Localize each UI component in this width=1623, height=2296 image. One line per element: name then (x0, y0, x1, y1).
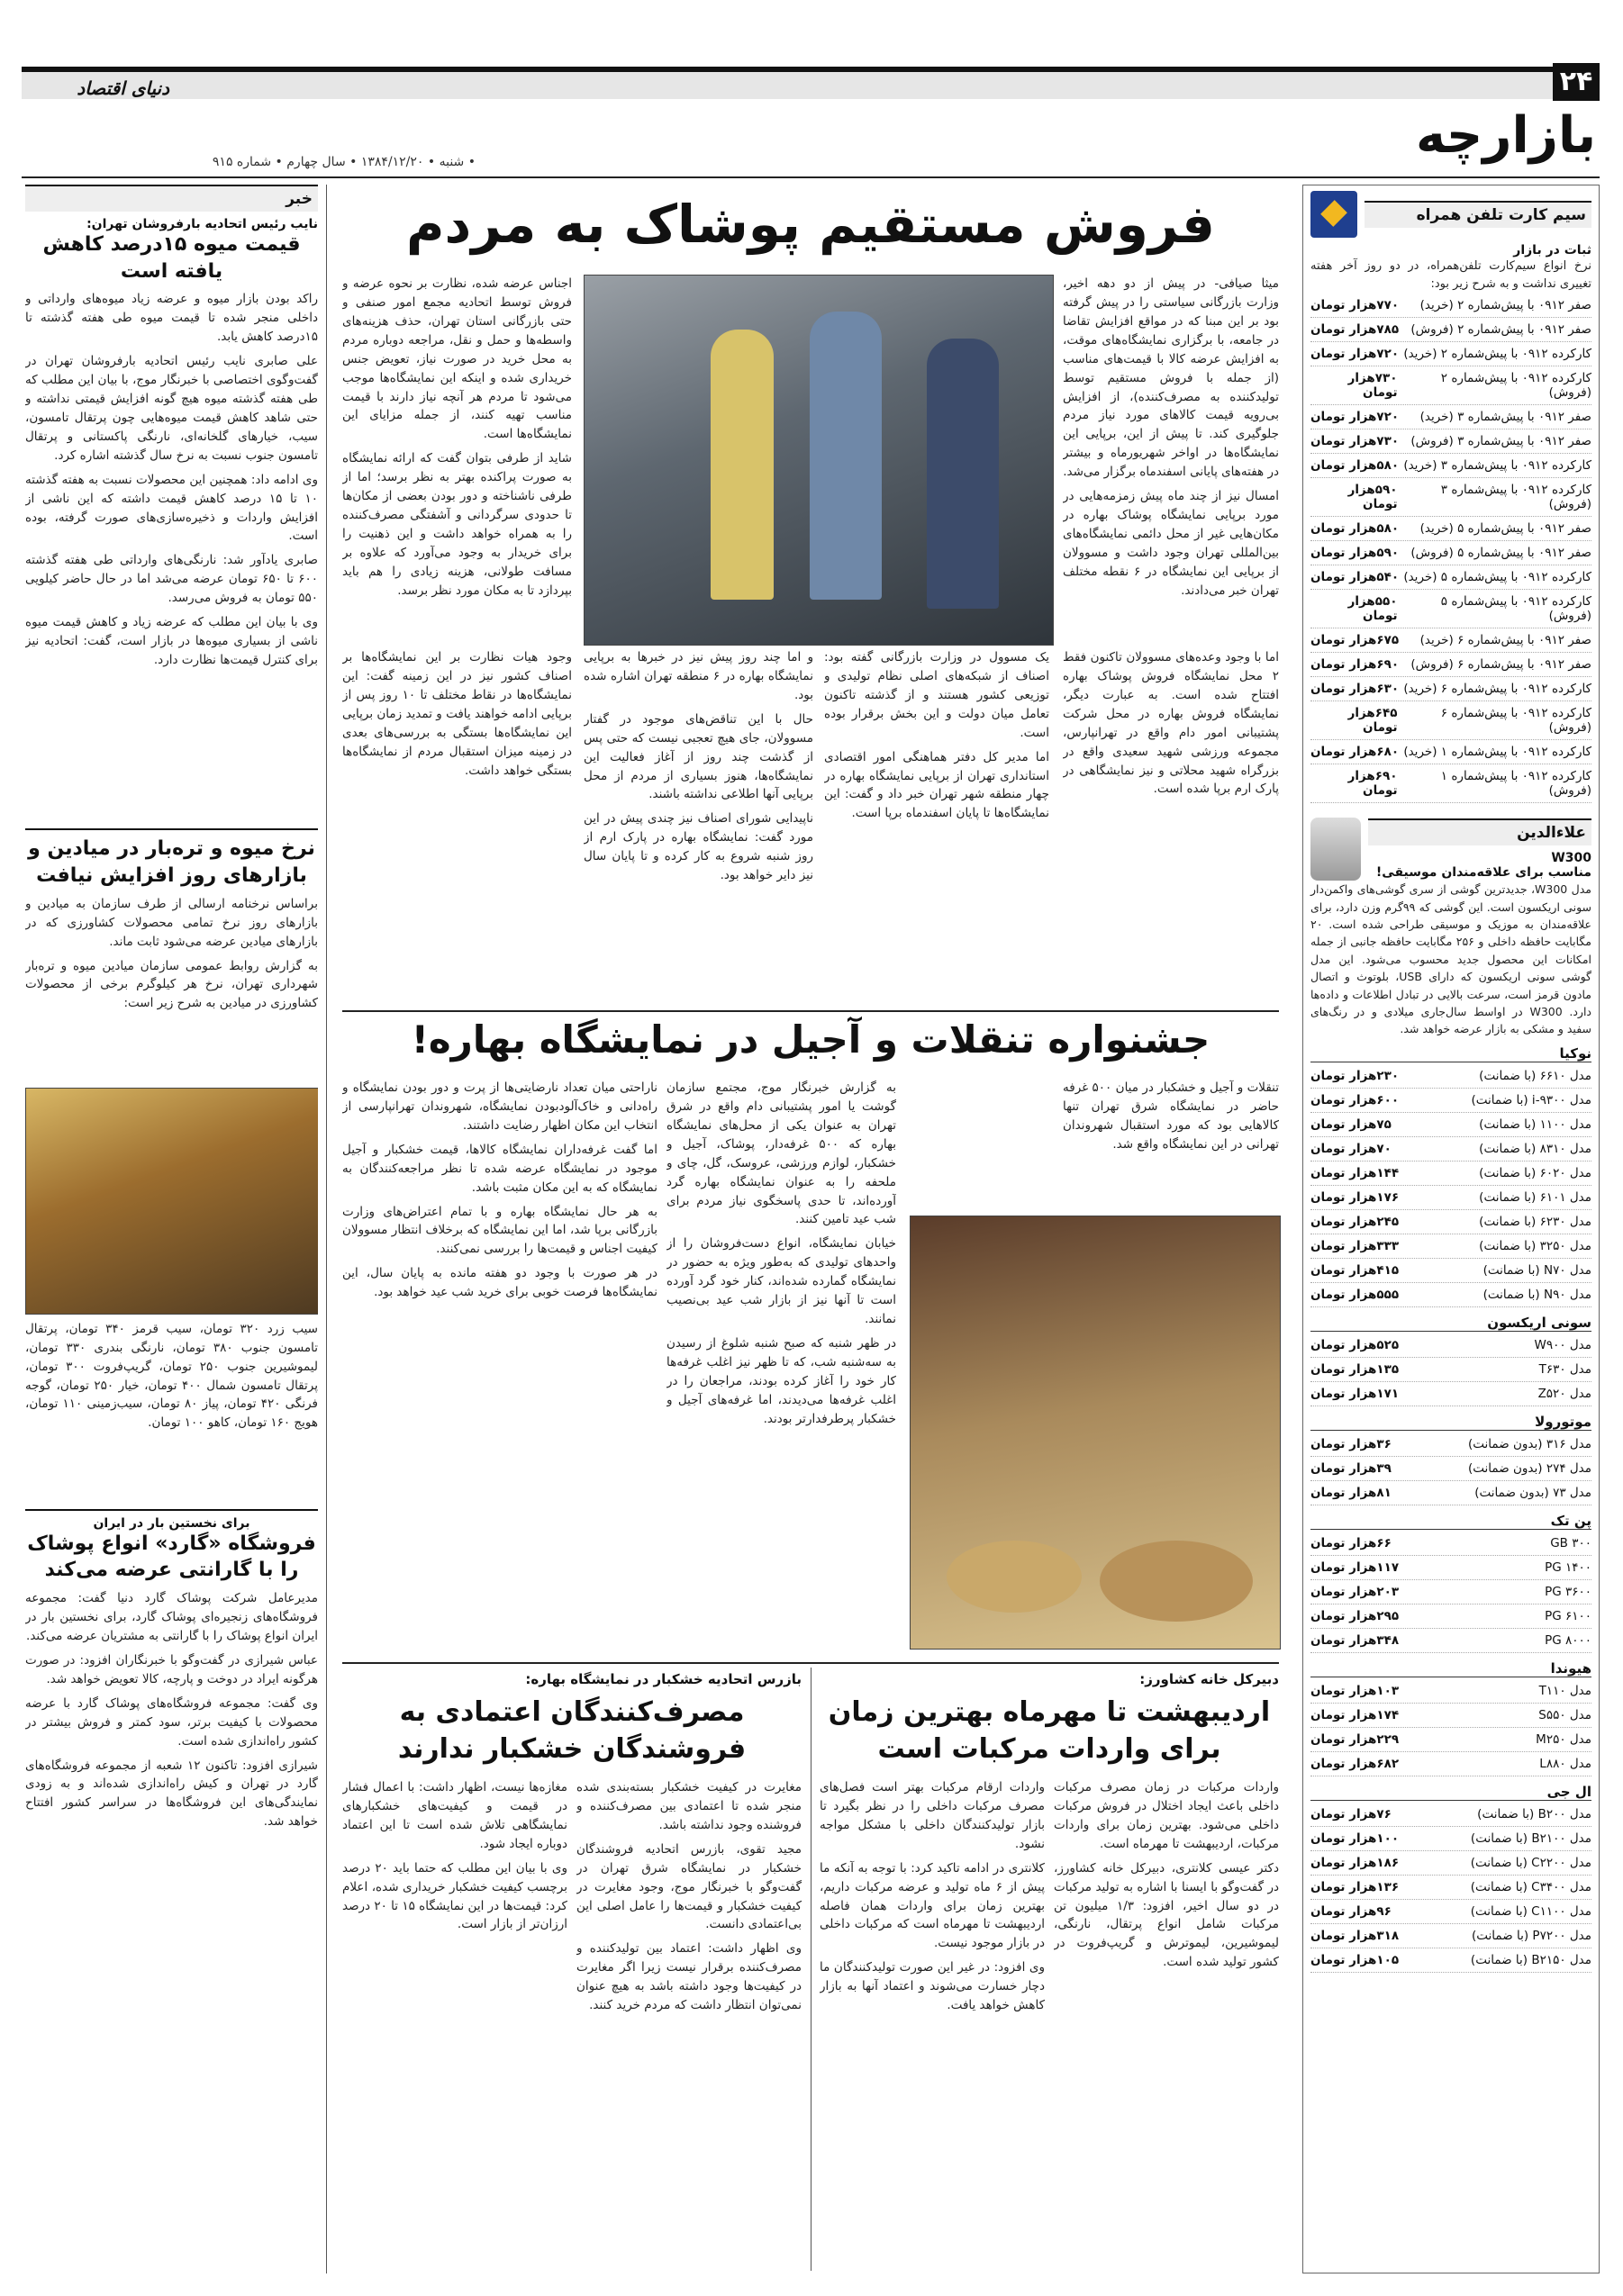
phone-price-row (1310, 1679, 1591, 1704)
sim-row-price: ۶۹۰هزار تومان (1347, 769, 1398, 799)
phone-model-name: مدل C۳۴۰۰ (با ضمانت) (1470, 1879, 1591, 1894)
main-paragraph: شاید از طرفی بتوان گفت که ارائه نمایشگاه به صورت پراکنده بهتر به نظر برسد؛ اما از طرفی ناشناخته و دور بودن بعضی از مکان‌ها تا حدودی سرگردانی و آشفتگی مصرف‌کننده را به همراه خواهد داشت و این ذهنیت را برای خریدار به وجود می‌آورد که علاوه بر مسافت طولانی، هزینه زیادی را هم باید بپردازد تا به مکان مورد نظر برسد. (342, 451, 572, 598)
left-column-divider (326, 185, 327, 2273)
phone-model-price: ۶۶هزار تومان (1310, 1535, 1392, 1550)
phone-model-name: مدل ۸۳۱۰ (با ضمانت) (1479, 1141, 1591, 1156)
phone-model-name: مدل ۳۲۵۰ (با ضمانت) (1479, 1238, 1591, 1253)
main-paragraph: اجناس عرضه شده، نظارت بر نحوه عرضه و فروش توسط اتحادیه مجمع امور صنفی و حتی بازرگانی استان تهران، حذف هزینه‌های واسطه‌ها و حمل و نقل، مراجعه دوباره مردم به محل خرید در صورت نیاز، تعویض جنس خریداری شده و اینکه این نمایشگاه‌ها موجب می‌شود تا مردم هر آنچه نیاز دارند با قیمت مناسب تهیه کنند، از جمله مزایای این نمایشگاه‌ها است. (342, 276, 572, 442)
phone-price-row (1310, 1704, 1591, 1728)
phone-price-row (1310, 1382, 1591, 1406)
sim-price-list (1310, 294, 1591, 803)
phone-model-price: ۵۲۵هزار تومان (1310, 1337, 1400, 1352)
bottom-mid-paragraph: مجید تقوی، بازرس اتحادیه فروشندگان خشکبار در نمایشگاه شرق تهران در گفت‌وگو با خبرنگار موج، وجود مغایرت در کیفیت خشکبار و قیمت‌ها را عامل اصلی این بی‌اعتمادی دانست. (576, 1841, 802, 1932)
phone-model-name: مدل ۳۱۶ (بدون ضمانت) (1468, 1436, 1591, 1451)
phone-price-row (1310, 1358, 1591, 1382)
phone-model-name: مدل B۲۰۰ (با ضمانت) (1477, 1806, 1591, 1821)
phone-icon (1310, 818, 1361, 881)
second-col-2 (666, 1079, 896, 1655)
phone-model-name: مدل ۷۳ (بدون ضمانت) (1474, 1485, 1591, 1500)
main-paragraph: وجود هیات نظارت بر این نمایشگاه‌ها بر اصناف کشور نیز در این زمینه گفت: این نمایشگاه‌ها در نقاط مختلف تا ۱۰ روز پس از برپایی ادامه خواهند یافت و تمدید زمان برپایی این نمایشگاه‌ها بستگی به بررسی‌های بعدی در زمینه میزان استقبال مردم از نمایشگاه‌ها بستگی خواهد داشت. (342, 650, 572, 778)
second-headline-wrap (342, 1017, 1279, 1062)
fruit-market-photo (25, 1088, 318, 1315)
second-paragraph: خیابان نمایشگاه، انواع دست‌فروشان را از واحدهای تولیدی که به‌طور ویژه به حضور در نمایشگاه گمارده شده‌اند، کنار خود گرد آورده است تا آنها نیز از بازار شب عید بی‌نصیب نمانند. (666, 1236, 896, 1327)
sim-row-price: ۷۷۰هزار تومان (1310, 298, 1400, 313)
news1-paragraph: وی با بیان این مطلب که عرضه زیاد و کاهش قیمت میوه ناشی از بسیاری میوه‌ها در بازار است، گفت: اتحادیه نیز برای کنترل قیمت‌ها نظارت دارد. (25, 615, 318, 667)
sim-row-name: کارکرده ۰۹۱۲ با پیش‌شماره ۲ (فروش) (1440, 371, 1591, 401)
nut-basket-shape (1100, 1541, 1253, 1622)
phone-model-name: PG ۳۶۰۰ (1545, 1584, 1591, 1599)
main-paragraph: اما مدیر کل دفتر هماهنگی امور اقتصادی استانداری تهران از برپایی نمایشگاه بهاره در چهار منطقه شهر تهران خبر داد و گفت: این نمایشگاه‌ها تا پایان اسفندماه برپا است. (824, 749, 1049, 821)
sim-price-row (1310, 590, 1591, 628)
phone-price-row (1310, 1433, 1591, 1457)
second-paragraph: در ظهر شنبه که صبح شنبه شلوغ از رسیدن به سه‌شنبه شب، که تا ظهر نیز اغلب غرفه‌ها کار خود را آغاز کرده بودند، مراجعان را در اغلب غرفه‌ها می‌دیدند، اما غرفه‌های آجیل و خشکبار پرطرفدارتر بودند. (666, 1335, 896, 1426)
left-label: خبر (25, 185, 318, 212)
sim-price-row (1310, 628, 1591, 653)
phone-brand-heading: ال جی (1310, 1784, 1591, 1801)
phone-model-price: ۱۸۶هزار تومان (1310, 1855, 1400, 1870)
phone-model-name: مدل ۱۱۰۰ (با ضمانت) (1479, 1116, 1591, 1132)
main-col-3 (584, 648, 813, 999)
phone-price-row (1310, 1089, 1591, 1113)
sim-row-price: ۶۹۰هزار تومان (1310, 657, 1400, 673)
phone-brand-heading: هیوندا (1310, 1660, 1591, 1677)
phone-model-name: PG ۶۱۰۰ (1545, 1608, 1591, 1623)
phone-model-name: PG ۸۰۰۰ (1545, 1632, 1591, 1648)
news3-paragraph: شیرازی افزود: تاکنون ۱۲ شعبه از مجموعه فروشگاه‌های گارد در تهران و کیش راه‌اندازی شده‌اند و به زودی نمایندگی‌های این فروشگاه‌ها در سراسر کشور افتتاح خواهد شد. (25, 1758, 318, 1830)
bottom-right-col-2 (820, 1778, 1045, 2269)
phone-model-name: مدل T۶۳۰ (1538, 1361, 1591, 1377)
phone-price-row (1310, 1604, 1591, 1629)
phone-price-row (1310, 1532, 1591, 1556)
phone-model-name: مدل M۲۵۰ (1536, 1731, 1591, 1747)
sim-row-name: کارکرده ۰۹۱۲ با پیش‌شماره ۵ (فروش) (1440, 594, 1591, 624)
second-col-1 (1063, 1079, 1279, 1209)
bottom-right-paragraph: کلانتری در ادامه تاکید کرد: با توجه به آنکه ما پیش از ۶ ماه تولید و عرضه مرکبات داریم، بهترین زمان برای واردات همان فاصله اردیبهشت تا مهرماه است که مرکبات داخلی در بازار موجود نیست. (820, 1860, 1045, 1951)
main-col-1 (1063, 275, 1279, 644)
news2-title: نرخ میوه و تره‌بار در میادین و بازارهای روز افزایش نیافت (28, 837, 315, 888)
main-paragraph: یک مسوول در وزارت بازرگانی گفته بود: اصناف از شبکه‌های اصلی نظام تولیدی و توزیعی کشور هستند و از گذشته تاکنون تعامل میان دولت و این بخش برقرار بوده است. (824, 650, 1049, 740)
phone-price-row (1310, 1629, 1591, 1653)
sim-row-name: صفر ۰۹۱۲ با پیش‌شماره ۲ (فروش) (1410, 322, 1591, 338)
phone-model-price: ۱۰۳هزار تومان (1310, 1683, 1400, 1698)
phone-model-price: ۱۴۴هزار تومان (1310, 1165, 1400, 1180)
sim-row-price: ۶۷۵هزار تومان (1310, 633, 1400, 648)
sim-row-name: کارکرده ۰۹۱۲ با پیش‌شماره ۵ (خرید) (1403, 570, 1591, 585)
news3-kicker: برای نخستین بار در ایران (93, 1515, 250, 1531)
sim-row-price: ۵۹۰هزار تومان (1347, 483, 1398, 512)
sim-row-price: ۷۸۵هزار تومان (1310, 322, 1400, 338)
bottom-right-kicker: دبیرکل خانه کشاورز: (1139, 1671, 1279, 1687)
sim-row-price: ۵۸۰هزار تومان (1310, 521, 1400, 537)
sim-row-name: کارکرده ۰۹۱۲ با پیش‌شماره ۶ (خرید) (1403, 682, 1591, 697)
phone-model-name: مدل ۲۷۴ (بدون ضمانت) (1468, 1460, 1591, 1476)
phone-price-row (1310, 1210, 1591, 1234)
sim-price-row (1310, 701, 1591, 740)
sim-row-name: صفر ۰۹۱۲ با پیش‌شماره ۶ (فروش) (1410, 657, 1591, 673)
section-divider (342, 1662, 1279, 1664)
mannequin-shape (810, 312, 882, 600)
paper-name: دنیای اقتصاد (77, 77, 169, 99)
phone-model-name: GB ۳۰۰ (1550, 1535, 1591, 1550)
phone-model-price: ۱۳۶هزار تومان (1310, 1879, 1400, 1894)
sim-row-price: ۵۵۰هزار تومان (1347, 594, 1398, 624)
phone-model-price: ۶۸۲هزار تومان (1310, 1756, 1400, 1771)
phone-model-name: مدل C۲۲۰۰ (با ضمانت) (1470, 1855, 1591, 1870)
prices-sidebar (1302, 185, 1600, 2273)
sim-row-name: صفر ۰۹۱۲ با پیش‌شماره ۳ (خرید) (1419, 410, 1591, 425)
sim-row-name: کارکرده ۰۹۱۲ با پیش‌شماره ۲ (خرید) (1403, 347, 1591, 362)
phone-price-row (1310, 1876, 1591, 1900)
phone-price-row (1310, 1259, 1591, 1283)
news2-paragraph: براساس نرخنامه ارسالی از طرف سازمان به میادین و بازارهای روز نرخ تمامی محصولات کشاورزی که در بازارهای میادین عرضه می‌شود ثابت ماند. (25, 896, 318, 949)
sim-row-name: کارکرده ۰۹۱۲ با پیش‌شماره ۱ (فروش) (1440, 769, 1591, 799)
phone-price-row (1310, 1827, 1591, 1851)
phone-model-price: ۱۷۴هزار تومان (1310, 1707, 1400, 1722)
phone-price-row (1310, 1137, 1591, 1162)
phone-model-name: مدل L۸۸۰ (1539, 1756, 1591, 1771)
phone-model-name: مدل ۶۱۰۱ (با ضمانت) (1479, 1189, 1591, 1205)
bottom-mid-paragraph: وی با بیان این مطلب که حتما باید ۲۰ درصد برچسب کیفیت خشکبار خریداری شده، اعلام کرد: قیمت‌ها در این نمایشگاه ۱۵ تا ۲۰ درصد ارزان‌تر از بازار است. (342, 1860, 567, 1932)
sim-row-name: صفر ۰۹۱۲ با پیش‌شماره ۲ (خرید) (1419, 298, 1591, 313)
phone-model-price: ۲۴۵هزار تومان (1310, 1214, 1400, 1229)
phone-model-price: ۳۳۳هزار تومان (1310, 1238, 1400, 1253)
sim-price-row (1310, 565, 1591, 590)
phone-model-name: مدل T۱۱۰ (1538, 1683, 1591, 1698)
sim-card-icon (1310, 191, 1357, 238)
phone-model-price: ۷۶هزار تومان (1310, 1806, 1392, 1821)
column-divider (811, 1668, 812, 2271)
phone-model-price: ۳۱۸هزار تومان (1310, 1928, 1400, 1943)
news1-paragraph: راکد بودن بازار میوه و عرضه زیاد میوه‌های وارداتی و داخلی منجر شده تا قیمت میوه طی هفته گذشته تا ۱۵درصد کاهش یابد. (25, 292, 318, 345)
second-col-3 (342, 1079, 657, 1655)
sim-row-name: صفر ۰۹۱۲ با پیش‌شماره ۳ (فروش) (1410, 434, 1591, 449)
phone-brand-heading: موتورولا (1310, 1414, 1591, 1431)
phone-price-row (1310, 1283, 1591, 1307)
sim-row-price: ۷۳۰هزار تومان (1347, 371, 1398, 401)
news1-paragraph: وی ادامه داد: همچنین این محصولات نسبت به هفته گذشته ۱۰ تا ۱۵ درصد کاهش قیمت داشته که این ناشی از افزایش واردات و ذخیره‌سازی‌های صورت گرفته، بوده است. (25, 472, 318, 544)
main-paragraph: اما با وجود وعده‌های مسوولان تاکنون فقط ۲ محل نمایشگاه فروش پوشاک بهاره افتتاح شده است. به عبارت دیگر، نمایشگاه فروش بهاره در محل شرکت پشتیبانی امور دام واقع در تهرانپارس، مجموعه ورزشی شهید سعیدی واقع در بزرگراه شهید محلاتی و نیز نمایشگاهی در پارک ارم برپا شده است. (1063, 650, 1279, 797)
bottom-mid-paragraph: وی اظهار داشت: اعتماد بین تولیدکننده و مصرف‌کننده برقرار نیست زیرا اگر مغایرت در کیفیت‌ها وجود داشته باشد به هیچ عنوان نمی‌توان انتظار داشت که مردم خرید کنند. (576, 1941, 802, 2013)
phones-title: علاءالدین (1368, 818, 1591, 845)
phone-model-name: مدل N۷۰ (با ضمانت) (1482, 1262, 1591, 1278)
dateline: • شنبه • ۱۳۸۴/۱۲/۲۰ • سال چهارم • شماره ۹۱۵ (212, 155, 476, 169)
main-paragraph: امسال نیز از چند ماه پیش زمزمه‌هایی در مورد برپایی نمایشگاه پوشاک بهاره در مکان‌هایی غیر از محل دائمی نمایشگاه‌های بین‌المللی تهران وجود داشت و مسوولان از برپایی این نمایشگاه در ۶ نقطه مختلف تهران خبر می‌دادند. (1063, 489, 1279, 598)
sim-row-name: صفر ۰۹۱۲ با پیش‌شماره ۶ (خرید) (1419, 633, 1591, 648)
bottom-mid-title: مصرف‌کنندگان اعتمادی به فروشندگان خشکبار ندارند (397, 1696, 747, 1765)
header-bottom-rule (22, 176, 1600, 178)
news3-paragraph: مدیرعامل شرکت پوشاک گارد دنیا گفت: مجموعه فروشگاه‌های زنجیره‌ای پوشاک گارد، برای نخستین بار در ایران انواع پوشاک را با گارانتی به مشتریان عرضه می‌کند. (25, 1591, 318, 1643)
news1-body (25, 290, 318, 821)
sim-row-price: ۷۲۰هزار تومان (1310, 347, 1400, 362)
phone-price-row (1310, 1162, 1591, 1186)
phone-model-price: ۱۱۷هزار تومان (1310, 1559, 1400, 1575)
sim-price-row (1310, 740, 1591, 764)
sim-subtitle: ثبات در بازار (1513, 243, 1591, 258)
section-title: بازارچه (1415, 106, 1596, 165)
sim-price-row (1310, 764, 1591, 803)
second-paragraph: ناراحتی میان تعداد نارضایتی‌ها از پرت و دور بودن نمایشگاه و راه‌دانی و خاک‌آلودبودن نمایشگاه، شهروندان تهرانپارسی از انتخاب این مکان اظهار رضایت داشتند. (342, 1080, 657, 1133)
sim-intro: نرخ انواع سیم‌کارت تلفن‌همراه، در دو روز آخر هفته تغییری نداشت و به شرح زیر بود: (1310, 259, 1591, 292)
mannequin-shape (927, 339, 999, 609)
phone-price-row (1310, 1924, 1591, 1948)
news1-paragraph: علی صابری نایب رئیس اتحادیه بارفروشان تهران در گفت‌وگوی اختصاصی با خبرنگار موج، با بیان این مطلب که طی هفته گذشته میوه هیچ گونه افزایش قیمتی نداشته و حتی شاهد کاهش قیمت میوه‌هایی چون پرتقال تامسون، سیب، خیارهای گلخانه‌ای، نارنگی پاکستانی و پرتقال تامسون جنوب نسبت به نرخ سال گذشته اشاره کرد. (25, 354, 318, 463)
sim-row-price: ۵۹۰هزار تومان (1310, 546, 1400, 561)
sim-row-price: ۷۲۰هزار تومان (1310, 410, 1400, 425)
sim-row-name: صفر ۰۹۱۲ با پیش‌شماره ۵ (فروش) (1410, 546, 1591, 561)
sim-row-name: صفر ۰۹۱۲ با پیش‌شماره ۵ (خرید) (1419, 521, 1591, 537)
phone-model-price: ۱۷۱هزار تومان (1310, 1386, 1400, 1401)
phone-model-name: مدل C۱۱۰۰ (با ضمانت) (1470, 1903, 1591, 1919)
phone-model-price: ۲۹۵هزار تومان (1310, 1608, 1400, 1623)
sim-row-name: کارکرده ۰۹۱۲ با پیش‌شماره ۱ (خرید) (1403, 745, 1591, 760)
bottom-mid-paragraph: مغایرت در کیفیت خشکبار بسته‌بندی شده منجر شده تا اعتمادی بین مصرف‌کننده و فروشنده وجود نداشته باشد. (576, 1780, 802, 1832)
sim-row-name: کارکرده ۰۹۱۲ با پیش‌شماره ۳ (فروش) (1440, 483, 1591, 512)
main-headline-wrap (342, 194, 1279, 255)
phone-price-row (1310, 1457, 1591, 1481)
phone-price-row (1310, 1113, 1591, 1137)
bottom-right-paragraph: واردات ارقام مرکبات بهتر است فصل‌های مصرف مرکبات داخلی را در نظر بگیرد تا بازار تولیدکنندگان داخلی با مشکل مواجه نشود. (820, 1780, 1045, 1851)
main-col-2 (824, 648, 1049, 999)
second-paragraph: به هر حال نمایشگاه بهاره و با تمام اعتراض‌های وزارت بازرگانی برپا شد، اما این نمایشگاه که برخلاف انتظار مسوولان کیفیت اجناس و قیمت‌ها را بررسی نمی‌کنند. (342, 1204, 657, 1257)
sim-row-name: کارکرده ۰۹۱۲ با پیش‌شماره ۶ (فروش) (1440, 706, 1591, 736)
w300-heading: مناسب برای علاقه‌مندان موسیقی! (1375, 865, 1591, 881)
sim-title: سیم کارت تلفن همراه (1365, 201, 1591, 228)
sim-price-row (1310, 478, 1591, 517)
phone-model-price: ۲۳۰هزار تومان (1310, 1068, 1400, 1083)
bottom-mid-kicker: بازرس اتحادیه خشکبار در نمایشگاه بهاره: (525, 1671, 802, 1687)
second-paragraph: تنقلات و آجیل و خشکبار در میان ۵۰۰ غرفه حاضر در نمایشگاه شرق تهران تنها کالاهایی بود که مورد استقبال شهروندان تهرانی در این نمایشگاه واقع شد. (1063, 1080, 1279, 1152)
phone-model-name: مدل ۶۶۱۰ (با ضمانت) (1479, 1068, 1591, 1083)
phone-price-groups (1310, 1045, 1591, 1973)
sim-price-row (1310, 517, 1591, 541)
news1-title: قیمت میوه ۱۵درصد کاهش یافته است (42, 233, 301, 283)
sim-price-row (1310, 294, 1591, 318)
phone-model-price: ۴۱۵هزار تومان (1310, 1262, 1400, 1278)
phone-model-price: ۹۶هزار تومان (1310, 1903, 1392, 1919)
phone-price-row (1310, 1234, 1591, 1259)
phone-model-price: ۸۱هزار تومان (1310, 1485, 1392, 1500)
phone-price-row (1310, 1948, 1591, 1973)
bottom-right-title: اردیبهشت تا مهرماه بهترین زمان برای واردات مرکبات است (828, 1696, 1271, 1765)
nut-basket-shape (947, 1541, 1082, 1613)
phone-model-name: مدل ۶۲۳۰ (با ضمانت) (1479, 1214, 1591, 1229)
phone-model-name: مدل ۶۰۲۰ (با ضمانت) (1479, 1165, 1591, 1180)
phone-model-price: ۱۰۰هزار تومان (1310, 1830, 1400, 1846)
sim-row-price: ۶۴۵هزار تومان (1347, 706, 1398, 736)
bottom-right-paragraph: دکتر عیسی کلانتری، دبیرکل خانه کشاورز، در گفت‌وگو با ایسنا با اشاره به تولید مرکبات در دو سال اخیر، افزود: ۱/۳ میلیون تن مرکبات شامل انواع پرتقال، نارنگی، لیموشیرین، لیموترش و گریپ‌فروت در کشور تولید شده است. (1054, 1860, 1279, 1970)
section-divider (342, 1010, 1279, 1012)
phone-model-name: مدل Z۵۲۰ (1537, 1386, 1591, 1401)
news3-title: فروشگاه «گارد» انواع پوشاک را با گارانتی عرضه می‌کند (27, 1532, 316, 1582)
main-paragraph: میثا صیافی- در پیش از دو دهه اخیر، وزارت بازرگانی سیاستی را در پیش گرفته بود بر این مبنا که در مواقع افزایش تقاضا در جامعه، با برگزاری نمایشگاه‌های موقت، به افزایش عرضه کالا با قیمت‌های مناسب (از جمله با فروش مستقیم توسط تولیدکننده به مصرف‌کننده)، از افزایش بی‌رویه قیمت کالاهای مورد نیاز مردم جلوگیری کند. تا پیش از این، برپایی این نمایشگاه‌ها در اواخر شهریورماه و بیشتر در هفته‌های پایانی اسفندماه برگزار می‌شد. (1063, 276, 1279, 480)
mannequin-shape (711, 330, 774, 600)
sim-row-price: ۶۸۰هزار تومان (1310, 745, 1400, 760)
phone-model-name: مدل B۲۱۰۰ (با ضمانت) (1470, 1830, 1591, 1846)
sim-price-row (1310, 541, 1591, 565)
main-paragraph: حال با این تناقض‌های موجود در گفتار مسوولان، جای هیچ تعجبی نیست که حتی پس از گذشت چند روز از آغاز فعالیت این نمایشگاه‌ها، هنوز بسیاری از مردم از محل برپایی آنها اطلاعی نداشته باشند. (584, 711, 813, 802)
phone-model-price: ۱۰۵هزار تومان (1310, 1952, 1400, 1967)
sim-price-row (1310, 342, 1591, 366)
phone-model-price: ۷۰هزار تومان (1310, 1141, 1392, 1156)
sim-price-row (1310, 653, 1591, 677)
phone-model-name: مدل P۷۲۰۰ (با ضمانت) (1472, 1928, 1591, 1943)
sim-price-row (1310, 366, 1591, 405)
news2-body (25, 895, 318, 1084)
phone-model-price: ۲۲۹هزار تومان (1310, 1731, 1400, 1747)
phone-brand-heading: نوکیا (1310, 1045, 1591, 1062)
phone-price-row (1310, 1064, 1591, 1089)
phone-price-row (1310, 1752, 1591, 1776)
phone-model-name: مدل W۹۰۰ (1534, 1337, 1591, 1352)
main-col-1b (1063, 648, 1279, 999)
phone-price-row (1310, 1900, 1591, 1924)
second-paragraph: اما گفت غرفه‌داران نمایشگاه کالاها، قیمت خشکبار و آجیل موجود در نمایشگاه عرضه شده تا نظر مراجعه‌کنندگان به نمایشگاه که به این مکان مثبت باشد. (342, 1142, 657, 1195)
sim-row-price: ۶۳۰هزار تومان (1310, 682, 1400, 697)
phone-model-price: ۱۳۵هزار تومان (1310, 1361, 1400, 1377)
sim-price-row (1310, 405, 1591, 429)
phone-model-price: ۳۹هزار تومان (1310, 1460, 1392, 1476)
news3-body (25, 1589, 318, 2093)
bottom-right-paragraph: واردات مرکبات در زمان مصرف مرکبات داخلی باعث ایجاد اختلال در فروش مرکبات داخلی می‌شود. بهترین زمان برای واردات مرکبات، اردیبهشت تا مهرماه است. (1054, 1780, 1279, 1851)
main-paragraph: و اما چند روز پیش نیز در خبرها به برپایی نمایشگاه بهاره در ۶ منطقه تهران اشاره شده بود. (584, 650, 813, 702)
phone-brand-heading: پن تک (1310, 1513, 1591, 1530)
phone-price-row (1310, 1851, 1591, 1876)
sim-row-price: ۵۴۰هزار تومان (1310, 570, 1400, 585)
left-column (25, 185, 318, 2273)
main-paragraph: ناپیدایی شورای اصناف نیز چندی پیش در این مورد گفت: نمایشگاه بهاره در پارک ارم از روز شنبه شروع به کار کرده و تا پایان سال نیز دایر خواهد بود. (584, 811, 813, 883)
phone-brand-heading: سونی اریکسون (1310, 1315, 1591, 1332)
page-number: ۲۴ (1553, 63, 1600, 101)
phone-model-price: ۵۵۵هزار تومان (1310, 1287, 1400, 1302)
bottom-right-col-1 (1054, 1778, 1279, 2269)
main-photo (584, 275, 1054, 646)
phone-model-name: مدل B۲۱۵۰ (با ضمانت) (1470, 1952, 1591, 1967)
sim-price-row (1310, 677, 1591, 701)
news3-paragraph: عباس شیرازی در گفت‌وگو با خبرنگاران افزود: در صورت هرگونه ایراد در دوخت و پارچه، کالا تعویض خواهد شد. (25, 1652, 318, 1686)
phone-price-row (1310, 1580, 1591, 1604)
phone-model-name: مدل N۹۰ (با ضمانت) (1482, 1287, 1591, 1302)
w300-text: مدل W300، جدیدترین گوشی از سری گوشی‌های واکمن‌دار سونی اریکسون است. این گوشی که ۹۹گرم وزن دارد، برای علاقه‌مندان به موزیک و موسیقی طراحی شده است. ۲۰ مگابایت حافظه داخلی و ۲۵۶ مگابایت حافظه جانبی از جمله امکانات این محصول جدید محسوب می‌شود. این مدل گوشی سونی اریکسون که دارای USB، بلوتوث و اتصال مادون قرمز است، سرعت بالایی در تبادل اطلاعات و داده‌ها دارد. W300 در اواسط سال‌جاری میلادی و در رنگ‌های سفید و مشکی به بازار عرضه خواهد شد. (1310, 882, 1592, 1036)
phone-price-row (1310, 1186, 1591, 1210)
phone-model-price: ۳۶هزار تومان (1310, 1436, 1392, 1451)
phone-price-row (1310, 1333, 1591, 1358)
w300-model: W300 (1551, 851, 1591, 866)
main-headline: فروش مستقیم پوشاک به مردم (406, 194, 1215, 255)
main-col-left (342, 275, 572, 644)
main-col-4 (342, 648, 572, 999)
phone-model-price: ۳۴۸هزار تومان (1310, 1632, 1400, 1648)
second-paragraph: در هر صورت با وجود دو هفته مانده به پایان سال، این نمایشگاه‌ها فرصت خوبی برای خرید شب عید خواهد بود. (342, 1266, 657, 1300)
sim-price-row (1310, 454, 1591, 478)
phone-model-price: ۷۵هزار تومان (1310, 1116, 1392, 1132)
phone-model-name: مدل S۵۵۰ (1538, 1707, 1591, 1722)
phone-price-row (1310, 1556, 1591, 1580)
news1-kicker: نایب رئیس اتحادیه بارفروشان تهران: (86, 217, 318, 231)
bottom-mid-col-2 (342, 1778, 567, 2269)
news2-paragraph: به گزارش روابط عمومی سازمان میادین میوه و تره‌بار شهرداری تهران، نرخ هر کیلوگرم برخی از محصولات کشاورزی در میادین به شرح زیر است: (25, 958, 318, 1011)
phone-price-row (1310, 1481, 1591, 1505)
bottom-mid-paragraph: مغازه‌ها نیست، اظهار داشت: با اعمال فشار در قیمت و کیفیت‌های خشکبارهای نمایشگاهی تلاش شده است تا این اعتماد دوباره ایجاد شود. (342, 1780, 567, 1851)
sim-row-name: کارکرده ۰۹۱۲ با پیش‌شماره ۳ (خرید) (1403, 458, 1591, 474)
second-headline: جشنواره تنقلات و آجیل در نمایشگاه بهاره! (411, 1017, 1210, 1062)
sim-price-row (1310, 318, 1591, 342)
phone-model-price: ۶۰۰هزار تومان (1310, 1092, 1400, 1107)
header-band (22, 72, 1553, 99)
phone-price-row (1310, 1728, 1591, 1752)
phone-model-name: PG ۱۴۰۰ (1545, 1559, 1591, 1575)
second-paragraph: به گزارش خبرنگار موج، مجتمع سازمان گوشت یا امور پشتیبانی دام واقع در شرق تهران به عنوان یکی از محل‌های نمایشگاه بهاره که ۵۰۰ غرفه‌دار، پوشاک، آجیل و خشکبار، لوازم ورزشی، عروسک، گل، چای و ملحفه را به عنوان نمایشگاه بهاره گرد آورده‌اند، تا حدی پاسخگوی نیاز مردم برای شب عید تامین کنند. (666, 1080, 896, 1227)
bottom-mid-col-1 (576, 1778, 802, 2269)
news2-prices: سیب زرد ۳۲۰ تومان، سیب قرمز ۳۴۰ تومان، پرتقال تامسون جنوب ۳۸۰ تومان، نارنگی بندری ۳۳۰ تومان، لیموشیرین جنوب ۲۵۰ تومان، گریپ‌فروت ۳۰۰ تومان، پرتقال تامسون شمال ۴۰۰ تومان، خیار ۲۵۰ تومان، گوجه فرنگی ۴۲۰ تومان، پیاز ۸۰ تومان، سیب‌زمینی ۱۱۰ تومان، هویج ۱۶۰ تومان، کاهو ۱۰۰ تومان. (25, 1321, 318, 1431)
phone-model-name: مدل ۹۳۰۰-i (با ضمانت) (1471, 1092, 1591, 1107)
sim-price-row (1310, 429, 1591, 454)
phone-model-price: ۱۷۶هزار تومان (1310, 1189, 1400, 1205)
bottom-right-paragraph: وی افزود: در غیر این صورت تولیدکنندگان ما دچار خسارت می‌شوند و اعتماد آنها به بازار کاهش خواهد یافت. (820, 1960, 1045, 2013)
sim-row-price: ۷۳۰هزار تومان (1310, 434, 1400, 449)
phone-model-price: ۲۰۳هزار تومان (1310, 1584, 1400, 1599)
news1-paragraph: صابری یادآور شد: نارنگی‌های وارداتی طی هفته گذشته ۶۰۰ تا ۶۵۰ تومان عرضه می‌شد اما در حال حاضر کیلویی ۵۵۰ تومان به فروش می‌رسد. (25, 553, 318, 606)
sim-row-price: ۵۸۰هزار تومان (1310, 458, 1400, 474)
nuts-photo (910, 1216, 1281, 1650)
phone-price-row (1310, 1803, 1591, 1827)
news3-paragraph: وی گفت: مجموعه فروشگاه‌های پوشاک گارد با عرضه محصولات با کیفیت برتر، سود کمتر و فروش بیشتر در کشور راه‌اندازی شده است. (25, 1695, 318, 1749)
